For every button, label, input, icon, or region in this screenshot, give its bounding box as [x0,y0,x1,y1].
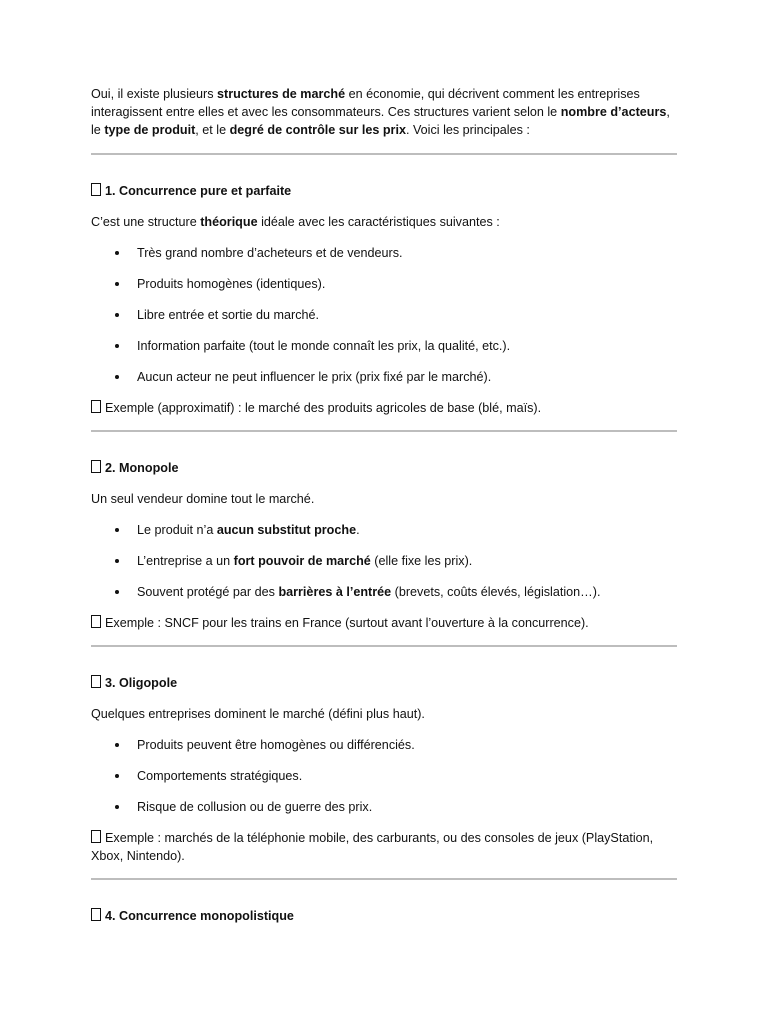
intro-text: Oui, il existe plusieurs [91,87,217,101]
intro-bold-market-structures: structures de marché [217,87,346,101]
list-item: L’entreprise a un fort pouvoir de marché (elle fixe les prix). [91,552,677,570]
section-title-concurrence-pure [91,182,677,200]
emoji-placeholder-icon [91,460,101,473]
document-page [91,85,677,925]
section-example: Exemple : marchés de la téléphonie mobile, des carburants, ou des consoles de jeux (PlayStation, Xbox, Nintendo). [91,831,654,863]
list-item: Souvent protégé par des barrières à l’entrée (brevets, coûts élevés, législation…). [91,583,677,601]
emoji-placeholder-icon [91,615,101,628]
section-lead: Quelques entreprises dominent le marché (défini plus haut). [91,707,425,721]
divider [91,645,677,647]
divider [91,430,677,432]
intro-text: en économie, qui décrivent comment les entreprises interagissent entre elles et avec les consommateurs. Ces structures varient selon le [91,87,640,119]
list-item: Comportements stratégiques. [91,767,677,785]
list-item: Produits peuvent être homogènes ou différenciés. [91,736,677,754]
list-item: Le produit n’a aucun substitut proche. [91,521,677,539]
list-item: Risque de collusion ou de guerre des prix. [91,798,677,816]
intro-paragraph [91,85,677,139]
section-title-text: 3. Oligopole [105,676,178,690]
list-item: Information parfaite (tout le monde connaît les prix, la qualité, etc.). [91,337,677,355]
section-title-oligopole [91,674,677,692]
section-title-text: 1. Concurrence pure et parfaite [105,184,292,198]
list-item: Aucun acteur ne peut influencer le prix (prix fixé par le marché). [91,368,677,386]
list-item: Produits homogènes (identiques). [91,275,677,293]
list-item: Très grand nombre d’acheteurs et de vendeurs. [91,244,677,262]
emoji-placeholder-icon [91,400,101,413]
bullet-list [91,736,677,816]
section-title-monopole [91,459,677,477]
intro-bold-product-type: type de produit [104,123,196,137]
section-example: Exemple (approximatif) : le marché des produits agricoles de base (blé, maïs). [91,399,677,417]
emoji-placeholder-icon [91,183,101,196]
emoji-placeholder-icon [91,830,101,843]
bullet-list [91,521,677,601]
section-title-concurrence-monopolistique [91,907,677,925]
section-title-text: 2. Monopole [105,461,179,475]
intro-text: , le [91,105,670,137]
intro-bold-number-of-actors: nombre d’acteurs [560,105,667,119]
section-example: Exemple : SNCF pour les trains en France (surtout avant l’ouverture à la concurrence). [91,614,677,632]
intro-bold-price-control: degré de contrôle sur les prix [229,123,406,137]
section-lead: Un seul vendeur domine tout le marché. [91,492,315,506]
emoji-placeholder-icon [91,908,101,921]
intro-text: . Voici les principales : [405,123,530,137]
section-lead: C’est une structure théorique idéale avec les caractéristiques suivantes : [91,215,500,229]
section-title-text: 4. Concurrence monopolistique [105,909,294,923]
intro-text: , et le [195,123,230,137]
emoji-placeholder-icon [91,675,101,688]
lead-bold-theorique: théorique [200,215,258,229]
divider [91,153,677,155]
list-item: Libre entrée et sortie du marché. [91,306,677,324]
bullet-list [91,244,677,386]
divider [91,878,677,880]
